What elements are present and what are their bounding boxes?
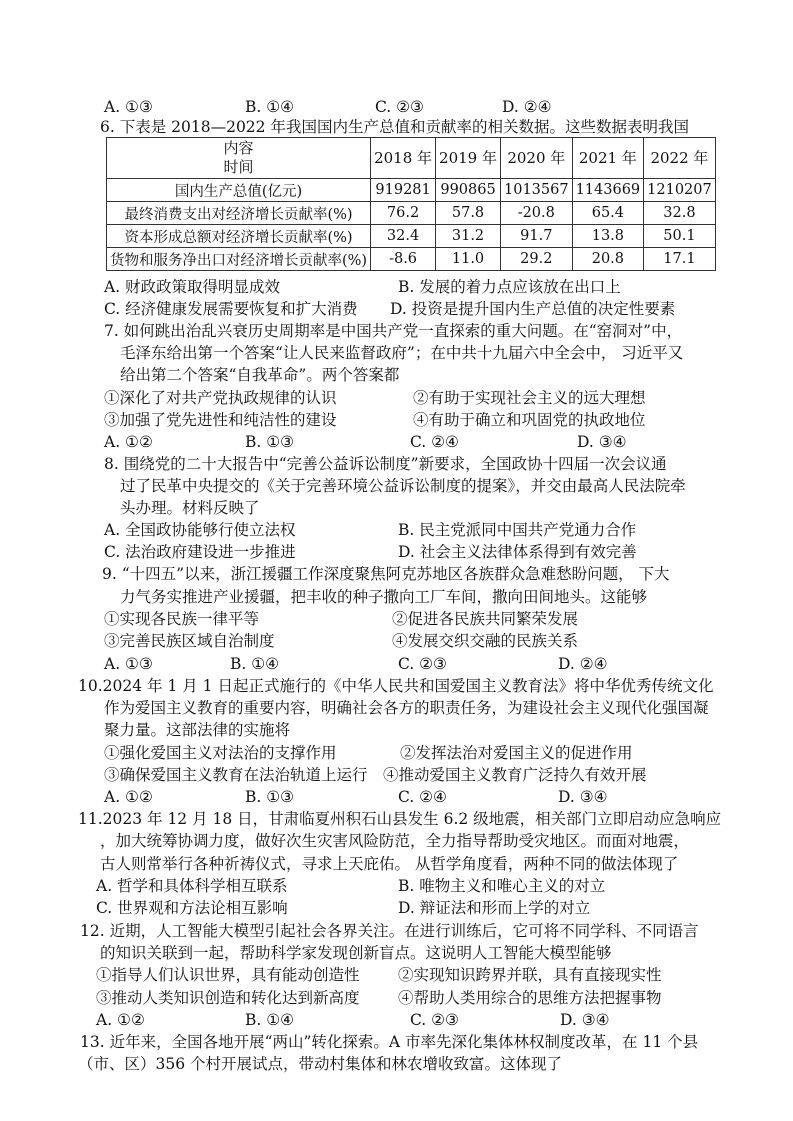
q6-option-c: C. 经济健康发展需要恢复和扩大消费 (104, 300, 358, 318)
table-cell: -8.6 (371, 248, 436, 271)
q9-statement-4: ④发展交织交融的民族关系 (392, 632, 579, 650)
q11-option-b: B. 唯物主义和唯心主义的对立 (398, 877, 606, 895)
header-time: 时间 (223, 158, 254, 176)
q8-stem-line-2: 过了民革中央提交的《关于完善环境公益诉讼制度的提案》，并交由最高人民法院牵 (120, 477, 686, 495)
q10-statement-1: ①强化爱国主义对法治的支撑作用 (104, 744, 337, 762)
q10-option-d: D. ③④ (558, 788, 608, 806)
table-cell: 76.2 (371, 202, 436, 225)
table-header-row (107, 138, 716, 179)
table-cell: 919281 (371, 179, 436, 202)
table-cell: 17.1 (644, 248, 716, 271)
q11-option-d: D. 辩证法和形而上学的对立 (398, 899, 591, 917)
q10-stem-line-2: 作为爱国主义教育的重要内容，明确社会各方的职责任务，为建设社会主义现代化强国凝 (104, 699, 709, 717)
table-cell: 11.0 (436, 248, 501, 271)
q7-option-b: B. ①③ (245, 433, 295, 451)
year-header: 2021 年 (572, 138, 644, 179)
table-cell: 990865 (436, 179, 501, 202)
table-row (107, 248, 716, 271)
table-row (107, 202, 716, 225)
table-cell: 91.7 (501, 225, 573, 248)
q7-option-a: A. ①② (104, 433, 153, 451)
q9-stem-line-1: 9. “十四五”以来，浙江援疆工作深度聚焦阿克苏地区各族群众急难愁盼问题， 下大 (102, 565, 670, 583)
q10-option-c: C. ②④ (398, 788, 447, 806)
q7-statement-4: ④有助于确立和巩固党的执政地位 (413, 411, 646, 429)
table-cell: 29.2 (501, 248, 573, 271)
q7-stem-line-1: 7. 如何跳出治乱兴衰历史周期率是中国共产党一直探索的重大问题。在“窑洞对”中， (104, 322, 683, 340)
q6-option-d: D. 投资是提升国内生产总值的决定性要素 (390, 300, 676, 318)
q11-option-a: A. 哲学和具体科学相互联系 (96, 877, 288, 895)
q7-statement-2: ②有助于实现社会主义的远大理想 (413, 389, 646, 407)
year-header: 2020 年 (501, 138, 573, 179)
table-cell: 1143669 (572, 179, 644, 202)
table-cell: 32.8 (644, 202, 716, 225)
q8-option-a: A. 全国政协能够行使立法权 (104, 521, 296, 539)
q7-option-d: D. ③④ (577, 433, 627, 451)
q8-stem-line-1: 8. 围绕党的二十大报告中“完善公益诉讼制度”新要求，全国政协十四届一次会议通 (104, 455, 667, 473)
q12-option-b: B. ①④ (245, 1011, 295, 1029)
year-header: 2019 年 (436, 138, 501, 179)
table-row (107, 225, 716, 248)
q10-option-b: B. ①③ (245, 788, 295, 806)
table-cell: 57.8 (436, 202, 501, 225)
q11-stem-line-2: ，加大统筹协调力度，做好次生灾害风险防范，全力指导帮助受灾地区。而面对地震， (100, 832, 690, 850)
table-cell: 65.4 (572, 202, 644, 225)
q9-option-b: B. ①④ (230, 655, 280, 673)
q7-stem-line-3: 给出第二个答案“自我革命”。两个答案都 (120, 366, 400, 384)
table-cell: 31.2 (436, 225, 501, 248)
header-content: 内容 (223, 139, 254, 157)
q13-stem-line-2: （市、区）356 个村开展试点，带动村集体和林农增收致富。这体现了 (78, 1055, 563, 1073)
q8-option-d: D. 社会主义法律体系得到有效完善 (398, 543, 637, 561)
table-cell: 32.4 (371, 225, 436, 248)
q6-option-a: A. 财政政策取得明显成效 (104, 278, 281, 296)
q5-option-c: C. ②③ (375, 98, 424, 116)
q9-option-a: A. ①③ (104, 655, 153, 673)
q9-statement-3: ③完善民族区域自治制度 (104, 632, 275, 650)
q5-option-b: B. ①④ (245, 98, 295, 116)
q12-statement-2: ②实现知识跨界并联，具有直接现实性 (398, 966, 662, 984)
table-cell: 20.8 (572, 248, 644, 271)
row-label: 最终消费支出对经济增长贡献率(%) (107, 202, 371, 225)
q10-option-a: A. ①② (104, 788, 153, 806)
table-cell: 1210207 (644, 179, 716, 202)
q12-statement-1: ①指导人们认识世界，具有能动创造性 (96, 966, 360, 984)
table-cell: 13.8 (572, 225, 644, 248)
q10-stem-line-1: 10.2024 年 1 月 1 日起正式施行的《中华人民共和国爱国主义教育法》将中华优秀传统文化 (78, 677, 714, 695)
q12-stem-line-1: 12. 近期，人工智能大模型引起社会各界关注。在进行训练后，它可将不同学科、不同语言 (80, 922, 699, 940)
q8-option-b: B. 民主党派同中国共产党通力合作 (398, 521, 637, 539)
table-cell: -20.8 (501, 202, 573, 225)
q12-option-c: C. ②③ (410, 1011, 459, 1029)
q11-option-c: C. 世界观和方法论相互影响 (96, 899, 288, 917)
table-corner-header (107, 138, 371, 179)
q9-statement-1: ①实现各民族一律平等 (104, 610, 260, 628)
q9-statement-2: ②促进各民族共同繁荣发展 (392, 610, 579, 628)
q12-statement-3: ③推动人类知识创造和转化达到新高度 (96, 989, 360, 1007)
year-header: 2018 年 (371, 138, 436, 179)
q12-statement-4: ④帮助人类用综合的思维方法把握事物 (398, 989, 662, 1007)
row-label: 国内生产总值(亿元) (107, 179, 371, 202)
q6-stem: 6. 下表是 2018—2022 年我国国内生产总值和贡献率的相关数据。这些数据表明我国 (100, 118, 689, 136)
q12-option-a: A. ①② (96, 1011, 145, 1029)
q9-option-c: C. ②③ (398, 655, 447, 673)
q8-stem-line-3: 头办理。材料反映了 (120, 499, 260, 517)
q9-stem-line-2: 力气务实推进产业援疆，把丰收的种子撒向工厂车间，撒向田间地头。这能够 (120, 588, 648, 606)
q6-option-b: B. 发展的着力点应该放在出口上 (398, 278, 621, 296)
q5-option-d: D. ②④ (502, 98, 552, 116)
year-header: 2022 年 (644, 138, 716, 179)
q10-statement-2: ②发挥法治对爱国主义的促进作用 (400, 744, 633, 762)
q10-statement-4: ④推动爱国主义教育广泛持久有效开展 (383, 766, 647, 784)
q8-option-c: C. 法治政府建设进一步推进 (104, 543, 296, 561)
q10-statement-3: ③确保爱国主义教育在法治轨道上运行 (104, 766, 368, 784)
q10-stem-line-3: 聚力量。这部法律的实施将 (104, 721, 291, 739)
table-cell: 1013567 (501, 179, 573, 202)
table-row (107, 179, 716, 202)
q5-option-a: A. ①③ (104, 98, 153, 116)
q12-stem-line-2: 的知识关联到一起，帮助科学家发现创新盲点。这说明人工智能大模型能够 (100, 944, 612, 962)
row-label: 货物和服务净出口对经济增长贡献率(%) (107, 248, 371, 271)
q7-option-c: C. ②④ (410, 433, 459, 451)
q11-stem-line-1: 11.2023 年 12 月 18 日，甘肃临夏州积石山县发生 6.2 级地震，相关部门立即启动应急响应 (78, 810, 722, 828)
row-label: 资本形成总额对经济增长贡献率(%) (107, 225, 371, 248)
q7-stem-line-2: 毛泽东给出第一个答案“让人民来监督政府”；在中共十九届六中全会中， 习近平又 (120, 344, 684, 362)
gdp-table (106, 137, 716, 271)
q7-statement-3: ③加强了党先进性和纯洁性的建设 (104, 411, 337, 429)
q12-option-d: D. ③④ (560, 1011, 610, 1029)
q9-option-d: D. ②④ (558, 655, 608, 673)
q11-stem-line-3: 古人则常举行各种祈祷仪式，寻求上天庇佑。 从哲学角度看，两种不同的做法体现了 (100, 855, 679, 873)
table-cell: 50.1 (644, 225, 716, 248)
q7-statement-1: ①深化了对共产党执政规律的认识 (104, 389, 337, 407)
q13-stem-line-1: 13. 近年来，全国各地开展“两山”转化探索。A 市率先深化集体林权制度改革，在 11 个县 (80, 1033, 699, 1051)
